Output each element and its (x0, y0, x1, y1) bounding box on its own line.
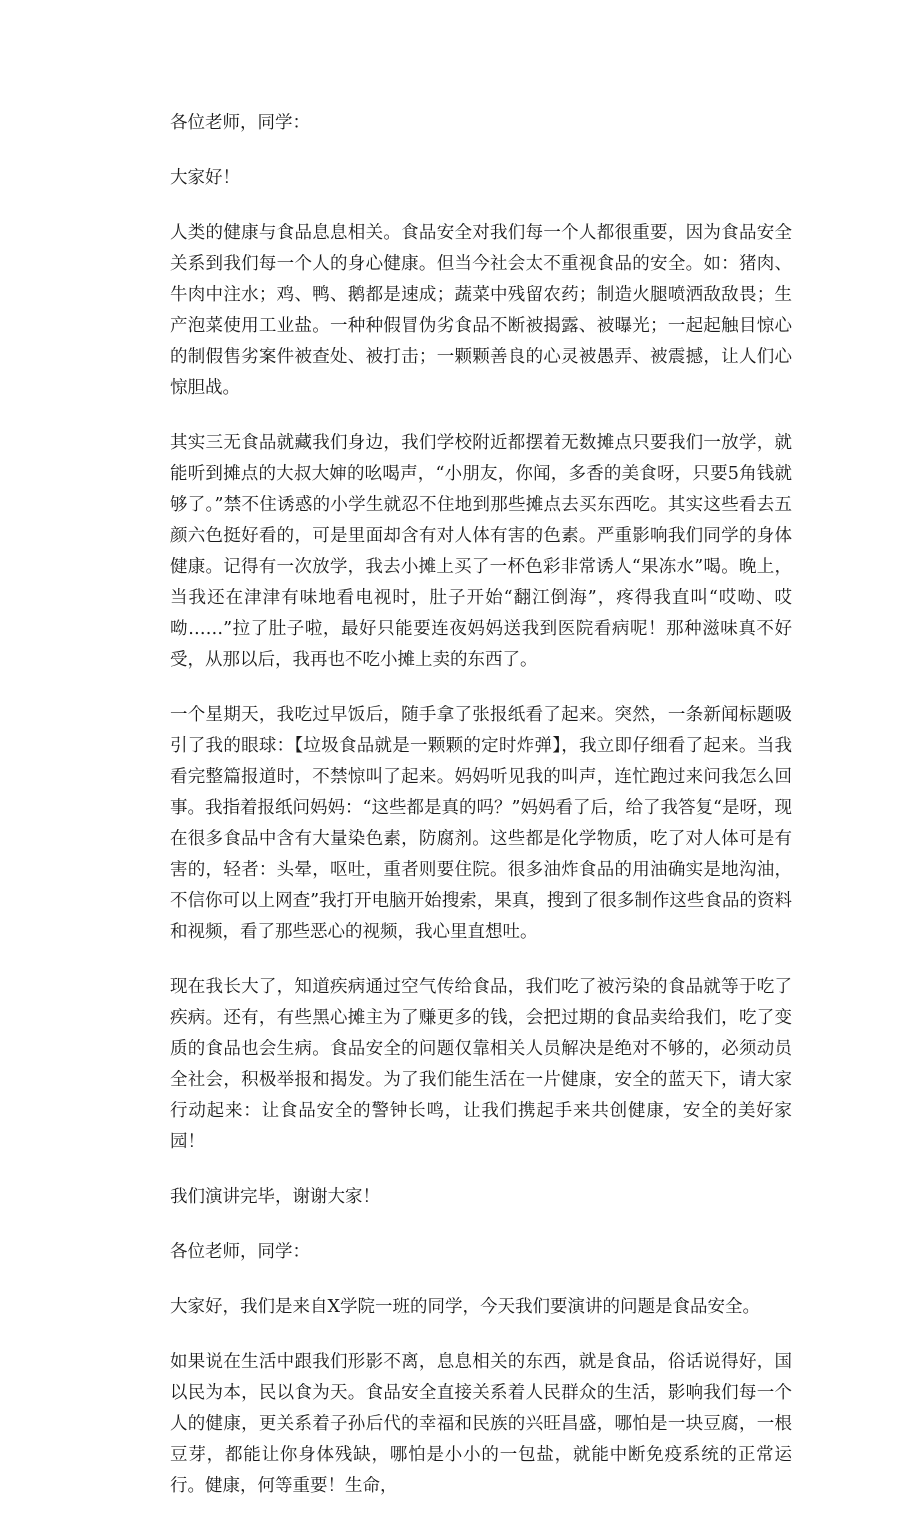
greeting-2: 各位老师，同学： (170, 1242, 310, 1262)
closing-thanks: 我们演讲完毕，谢谢大家！ (170, 1187, 380, 1207)
paragraph-street-food: 其实三无食品就藏我们身边，我们学校附近都摆着无数摊点只要我们一放学，就能听到摊点的大叔大婶的吆喝声，“小朋友，你闻，多香的美食呀，只要5角钱就够了。”禁不住诱惑的小学生就忍不住地到那些摊点去买东西吃。其实这些看去五颜六色挺好看的，可是里面却含有对人体有害的色素。严重影响我们同学的身体健康。记得有一次放学，我去小摊上买了一杯色彩非常诱人“果冻水”喝。晚上，当我还在津津有味地看电视时，肚子开始“翻江倒海”，疼得我直叫“哎呦、哎呦……”拉了肚子啦，最好只能要连夜妈妈送我到医院看病呢！那种滋味真不好受，从那以后，我再也不吃小摊上卖的东西了。 (170, 433, 792, 670)
greeting-1: 各位老师，同学： (170, 113, 310, 133)
speech-text (170, 108, 792, 1526)
paragraph-health: 人类的健康与食品息息相关。食品安全对我们每一个人都很重要，因为食品安全关系到我们每一个人的身心健康。但当今社会太不重视食品的安全。如：猪肉、牛肉中注水；鸡、鸭、鹅都是速成；蔬菜中残留农药；制造火腿喷洒敌敌畏；生产泡菜使用工业盐。一种种假冒伪劣食品不断被揭露、被曝光；一起起触目惊心的制假售劣案件被查处、被打击；一颗颗善良的心灵被愚弄、被震撼，让人们心惊胆战。 (170, 223, 792, 398)
hello-1: 大家好！ (170, 168, 240, 188)
hello-2: 大家好，我们是来自X学院一班的同学，今天我们要演讲的问题是食品安全。 (170, 1297, 760, 1317)
paragraph-newspaper: 一个星期天，我吃过早饭后，随手拿了张报纸看了起来。突然，一条新闻标题吸引了我的眼球：【垃圾食品就是一颗颗的定时炸弹】，我立即仔细看了起来。当我看完整篇报道时，不禁惊叫了起来。妈妈听见我的叫声，连忙跑过来问我怎么回事。我指着报纸问妈妈：“这些都是真的吗？”妈妈看了后，给了我答复“是呀，现在很多食品中含有大量染色素，防腐剂。这些都是化学物质，吃了对人体可是有害的，轻者：头晕，呕吐，重者则要住院。很多油炸食品的用油确实是地沟油，不信你可以上网查”我打开电脑开始搜索，果真，搜到了很多制作这些食品的资料和视频，看了那些恶心的视频，我心里直想吐。 (170, 705, 792, 942)
paragraph-call-to-action: 现在我长大了，知道疾病通过空气传给食品，我们吃了被污染的食品就等于吃了疾病。还有，有些黑心摊主为了赚更多的钱，会把过期的食品卖给我们，吃了变质的食品也会生病。食品安全的问题仅靠相关人员解决是绝对不够的，必须动员全社会，积极举报和揭发。为了我们能生活在一片健康，安全的蓝天下，请大家行动起来：让食品安全的警钟长鸣，让我们携起手来共创健康，安全的美好家园！ (170, 977, 792, 1152)
paragraph-food-importance: 如果说在生活中跟我们形影不离，息息相关的东西，就是食品，俗话说得好，国以民为本，民以食为天。食品安全直接关系着人民群众的生活，影响我们每一个人的健康，更关系着子孙后代的幸福和民族的兴旺昌盛，哪怕是一块豆腐，一根豆芽，都能让你身体残缺，哪怕是小小的一包盐，就能中断免疫系统的正常运行。健康，何等重要！生命， (170, 1352, 792, 1496)
